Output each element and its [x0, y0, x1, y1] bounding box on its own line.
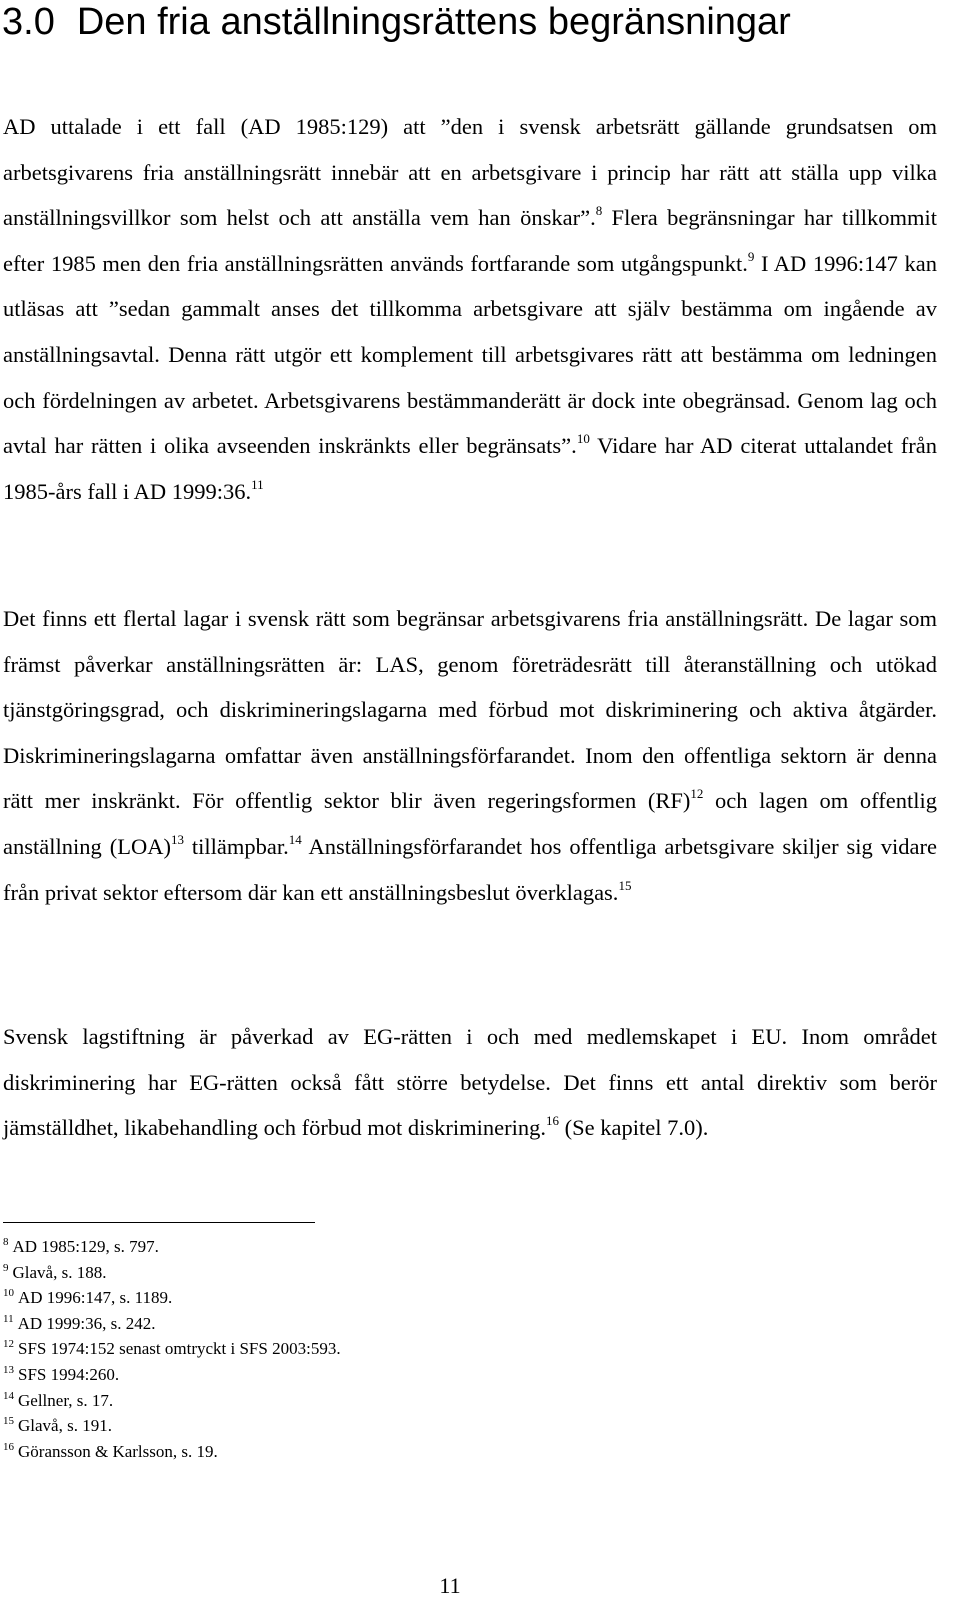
footnote-text: AD 1999:36, s. 242.: [17, 1313, 156, 1333]
footnote-ref: 8: [595, 203, 603, 219]
footnote-number: 9: [3, 1261, 9, 1274]
paragraph-text: Vidare har AD citerat uttalandet från 1985-års fall i AD 1999:36.: [3, 433, 938, 504]
footnote-separator: [3, 1222, 315, 1223]
paragraph-text: Anställningsförfarandet hos offentliga arbetsgivare skiljer sig vidare från privat sektor eftersom där kan ett anställningsbeslut överklagas.: [3, 833, 937, 905]
paragraph-text: och lagen om offentlig anställning (LOA): [3, 788, 937, 859]
footnote-ref: 12: [690, 786, 704, 802]
footnote-text: SFS 1994:260.: [18, 1364, 120, 1384]
paragraph-text: Flera begränsningar har tillkommit efter 1985 men den fria anställningsrätten används fortfarande som utgångspunkt.: [3, 205, 937, 276]
section-number: 3.0: [2, 1, 55, 43]
footnote-ref: 10: [576, 431, 590, 447]
footnote: [3, 1413, 341, 1439]
paragraph-text: (Se kapitel 7.0).: [559, 1115, 709, 1141]
page-number: 11: [439, 1573, 461, 1598]
body-paragraph: [3, 1014, 937, 1151]
section-title: Den fria anställningsrättens begränsningar: [76, 1, 791, 43]
footnote-text: Gellner, s. 17.: [18, 1390, 114, 1410]
footnote-text: SFS 1974:152 senast omtryckt i SFS 2003:593.: [18, 1339, 341, 1359]
footnote-list: [3, 1234, 341, 1464]
footnote-text: Glavå, s. 188.: [12, 1262, 107, 1282]
footnote-number: 15: [3, 1415, 14, 1428]
footnote-number: 13: [3, 1363, 14, 1376]
footnote-ref: 9: [747, 248, 755, 264]
footnote: [3, 1439, 341, 1465]
paragraph-text: Svensk lagstiftning är påverkad av EG-rätten i och med medlemskapet i EU. Inom området diskriminering har EG-rätten också fått större betydelse. Det finns ett antal direktiv som berör jämställdhet, likabehandling och förbud mot diskriminering.: [3, 1024, 937, 1141]
paragraph-text: tillämpbar.: [183, 833, 289, 859]
footnote: [3, 1311, 341, 1337]
footnote-text: Glavå, s. 191.: [18, 1416, 112, 1436]
footnote: [3, 1362, 341, 1388]
footnote: [3, 1336, 341, 1362]
paragraph-text: I AD 1996:147 kan utläsas att ”sedan gammalt anses det tillkomma arbetsgivare att själv bestämma om ingående av anställningsavtal. Denna rätt utgör ett komplement till arbetsgivares rätt att bestämma om ledningen och fördelningen av arbetet. Arbetsgivarens bestämmanderätt är dock inte obegränsad. Genom lag och avtal har rätten i olika avseenden inskränkts eller begränsats”.: [3, 250, 937, 459]
footnote-text: AD 1985:129, s. 797.: [12, 1237, 159, 1256]
footnote-text: AD 1996:147, s. 1189.: [18, 1288, 173, 1308]
footnote-number: 14: [3, 1389, 14, 1402]
footnote-text: Göransson & Karlsson, s. 19.: [18, 1441, 218, 1461]
body-paragraph: [3, 596, 937, 915]
footnote-ref: 11: [251, 476, 264, 492]
footnote-ref: 13: [170, 831, 184, 847]
section-heading: [2, 0, 791, 44]
footnote-ref: 14: [288, 831, 302, 847]
footnote-number: 16: [3, 1440, 14, 1453]
footnote: [3, 1285, 341, 1311]
paragraph-text: Det finns ett flertal lagar i svensk rätt som begränsar arbetsgivarens fria anställningsrätt. De lagar som främst påverkar anställningsrätten är: LAS, genom företrädesrätt till återanställning och utökad tjänstgöringsgrad, och diskrimineringslagarna med förbud mot diskriminering och aktiva åtgärder. Diskrimineringslagarna omfattar även anställningsförfarandet. Inom den offentliga sektorn är denna rätt mer inskränkt. För offentlig sektor blir även regeringsformen (RF): [3, 606, 937, 814]
footnote-number: 12: [3, 1338, 14, 1351]
paragraph-text: AD uttalade i ett fall (AD 1985:129) att ”den i svensk arbetsrätt gällande grundsatsen om arbetsgivarens fria anställningsrätt innebär att en arbetsgivare i princip har rätt att ställa upp vilka anställningsvillkor som helst och att anställa vem han önskar”.: [3, 114, 937, 231]
body-paragraph: [3, 104, 937, 514]
footnote: [3, 1234, 341, 1260]
footnote: [3, 1388, 341, 1414]
footnote-number: 8: [3, 1236, 9, 1248]
footnote-ref: 15: [618, 877, 632, 893]
footnote-number: 10: [3, 1287, 14, 1300]
footnote: [3, 1260, 341, 1286]
footnote-ref: 16: [546, 1113, 560, 1129]
footnote-number: 11: [3, 1312, 14, 1325]
